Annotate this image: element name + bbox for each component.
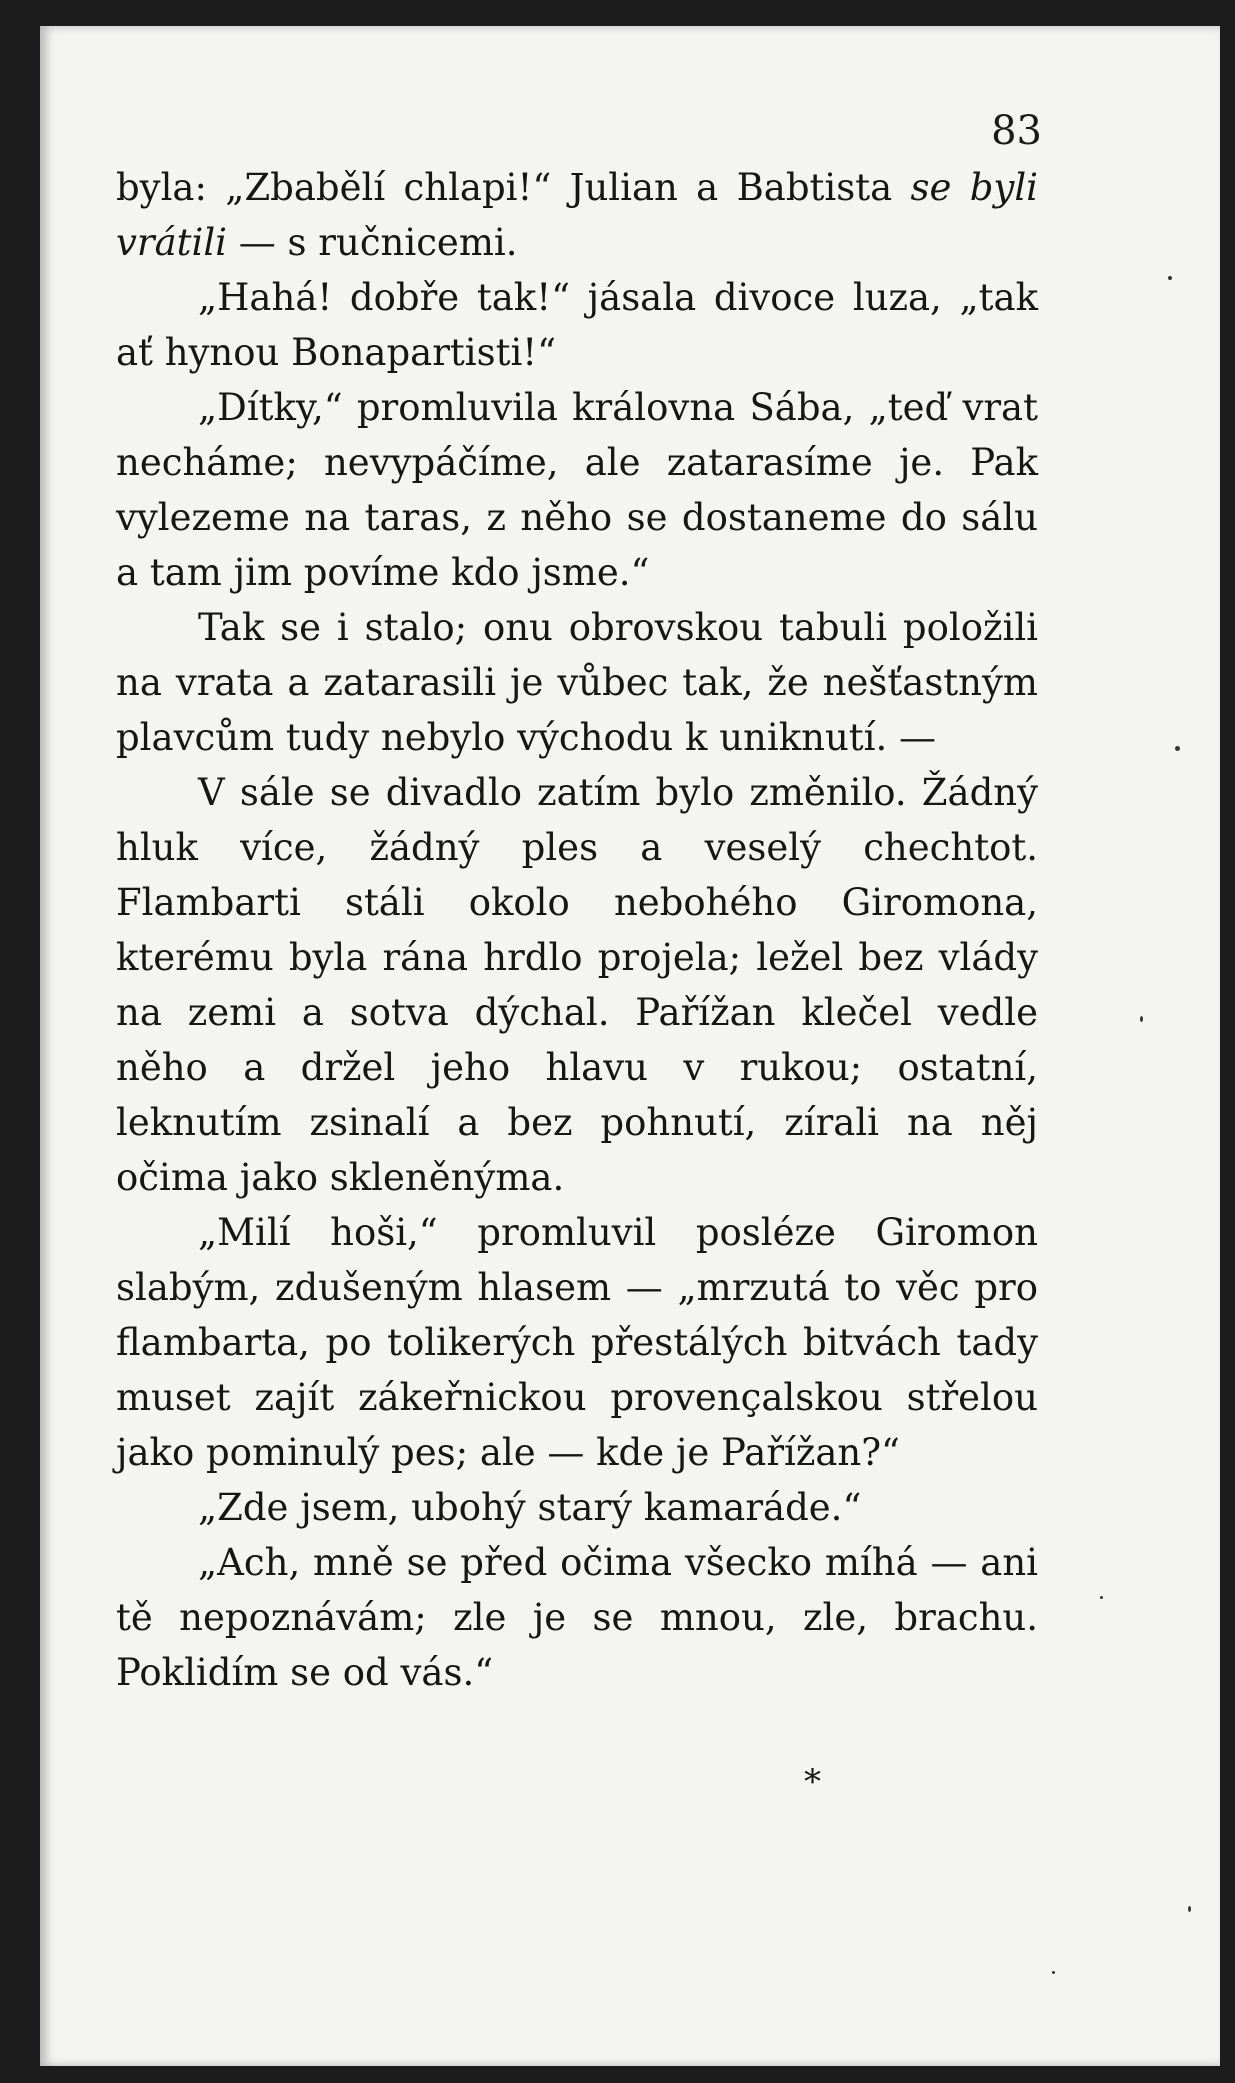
paragraph-1-italic: se byli vrátili: [116, 166, 1038, 264]
print-speck: [1168, 276, 1172, 280]
print-speck: [1140, 1016, 1143, 1022]
paragraph-5: V sále se divadlo zatím bylo změnilo. Žádný hluk více, žádný ples a veselý chechtot. Flambarti stáli okolo nebohého Giromona, kterému byla rána hrdlo projela; ležel bez vlády na zemi a sotva dýchal. Pařížan klečel vedle něho a držel jeho hlavu v rukou; ostatní, leknutím zsinalí a bez pohnutí, zírali na něj očima jako skleněnýma.: [116, 771, 1038, 1199]
paragraph-1-text-after: — s ručnicemi.: [227, 221, 518, 264]
print-speck: [1100, 1596, 1103, 1599]
paragraph-1: [116, 160, 1038, 270]
paragraph-2: „Hahá! dobře tak!“ jásala divoce luza, „tak ať hynou Bonapartisti!“: [116, 276, 1038, 374]
print-speck: [1052, 1971, 1055, 1974]
paragraph-8: „Ach, mně se před očima všecko míhá — ani tě nepoznávám; zle je se mnou, zle, brachu. Poklidím se od vás.“: [116, 1541, 1038, 1694]
paragraph-4: Tak se i stalo; onu obrovskou tabuli položili na vrata a zatarasili je vůbec tak, že nešťastným plavcům tudy nebylo východu k uniknutí. —: [116, 606, 1038, 759]
paragraph-6: „Milí hoši,“ promluvil posléze Giromon slabým, zdušeným hlasem — „mrzutá to věc pro flambarta, po tolikerých přestálých bitvách tady muset zajít zákeřnickou provençalskou střelou jako pominulý pes; ale — kde je Pařížan?“: [116, 1211, 1038, 1474]
section-separator-asterisk: *: [804, 1762, 821, 1802]
page-text: [116, 160, 1038, 1700]
print-speck: [1188, 1906, 1191, 1912]
paragraph-3: „Dítky,“ promluvila královna Sába, „teď vrat necháme; nevypáčíme, ale zatarasíme je. Pak vylezeme na taras, z něho se dostaneme do sálu a tam jim povíme kdo jsme.“: [116, 386, 1038, 594]
page-number: 83: [991, 108, 1042, 154]
paragraph-7: „Zde jsem, ubohý starý kamaráde.“: [198, 1486, 862, 1529]
book-page: [40, 26, 1220, 2066]
print-speck: [1175, 746, 1180, 751]
paragraph-1-text-before: byla: „Zbabělí chlapi!“ Julian a Babtista: [116, 166, 911, 209]
